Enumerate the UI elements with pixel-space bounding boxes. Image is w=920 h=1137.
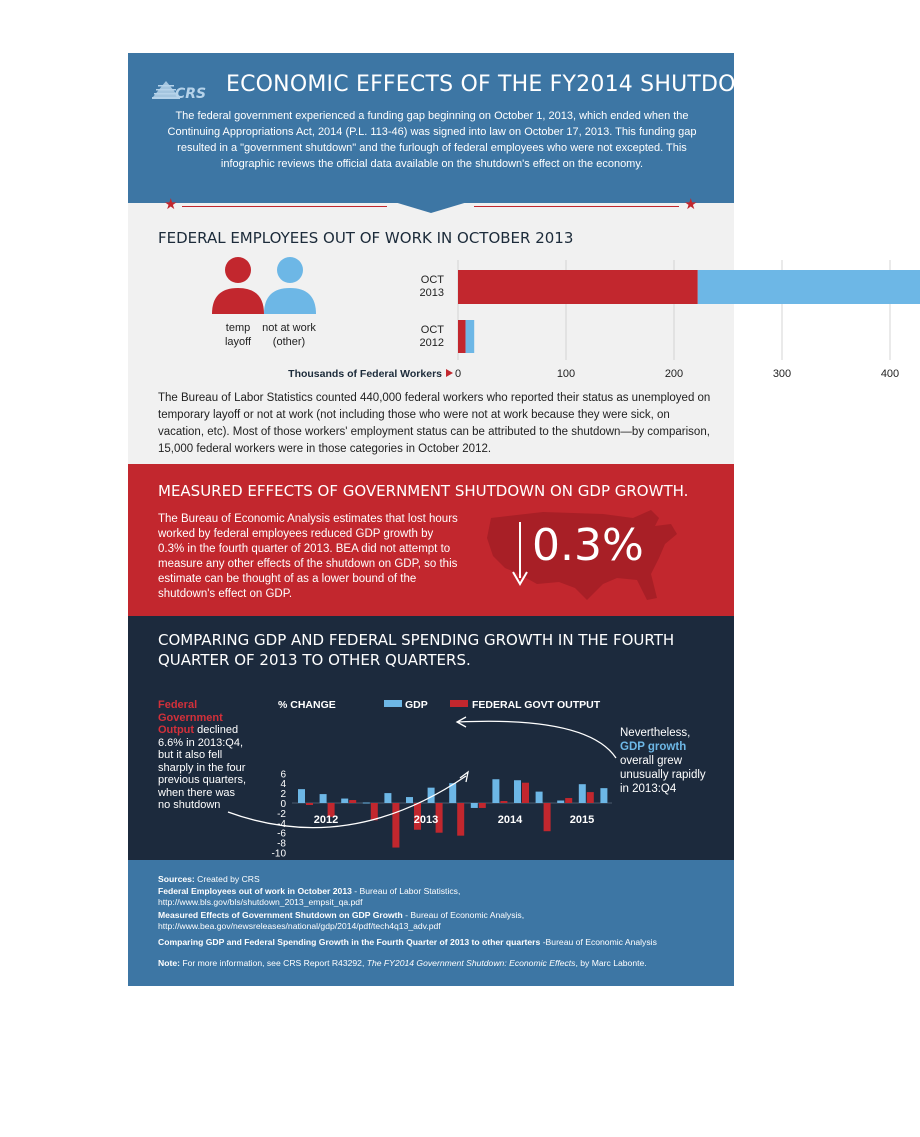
gdp-effect-description: The Bureau of Economic Analysis estimates that lost hours worked by federal employees reduced GDP growth by 0.3% in the fourth quarter of 2013. BEA did not attempt to measure any other effects of the shutdown on GDP, so this estimate can be thought of as a lower bound of the shutdown's effect on GDP.	[158, 513, 458, 600]
federal-output-bar	[479, 803, 486, 808]
source-2-org: - Bureau of Economic Analysis,	[402, 910, 525, 920]
note-report-title: The FY2014 Government Shutdown: Economic Effects	[366, 958, 576, 968]
sources-created: Created by CRS	[197, 874, 260, 884]
section-title-gdp-effect: MEASURED EFFECTS OF GOVERNMENT SHUTDOWN ON GDP GROWTH.	[158, 482, 689, 500]
federal-output-bar	[349, 800, 356, 803]
source-1	[158, 886, 728, 897]
y-tick-label: 4	[280, 779, 286, 791]
legend-federal-label: FEDERAL GOVT OUTPUT	[472, 699, 601, 711]
year-label: 2012	[313, 814, 339, 826]
triangle-right-icon	[446, 369, 453, 377]
year-label: 2015	[569, 814, 595, 826]
chart-tick-labels	[455, 368, 920, 380]
bar-not-at-work-other-	[698, 270, 920, 304]
source-3-org: -Bureau of Economic Analysis	[540, 937, 657, 947]
source-2	[158, 910, 728, 921]
gdp-growth-note	[620, 726, 710, 796]
bar-temp-layoff	[458, 320, 466, 353]
logo-text: CRS	[175, 86, 207, 102]
chart-category-labels	[420, 274, 445, 349]
bar-temp-layoff	[458, 270, 698, 304]
page-title: ECONOMIC EFFECTS OF THE FY2014 SHUTDOWN	[226, 72, 775, 97]
y-tick-label: -4	[277, 818, 286, 830]
category-label: OCT	[420, 324, 444, 336]
y-tick-label: -2	[277, 808, 286, 820]
legend-gdp-swatch	[384, 700, 402, 707]
chart-bars	[458, 270, 920, 353]
gdp-bar	[579, 784, 586, 803]
sources-line	[158, 874, 728, 885]
header-banner	[128, 53, 775, 203]
star-icon: ★	[164, 196, 178, 213]
source-2-title: Measured Effects of Government Shutdown on GDP Growth	[158, 910, 403, 920]
section-title-employees: FEDERAL EMPLOYEES OUT OF WORK IN OCTOBER 2013	[158, 229, 574, 247]
source-1-title: Federal Employees out of work in October 2013	[158, 886, 352, 896]
y-tick-label: -6	[277, 828, 286, 840]
category-label: 2013	[419, 287, 444, 299]
legend-temp-layoff: temp layoff	[224, 322, 252, 348]
y-tick-label: 0	[280, 799, 286, 810]
x-tick-label: 100	[556, 368, 576, 380]
gdp-bar	[320, 794, 327, 803]
federal-output-note-text: declined 6.6% in 2013:Q4, but it also fell sharply in the four previous quarters, when there was no shutdown	[158, 724, 247, 811]
star-icon: ★	[684, 196, 698, 213]
federal-output-bar	[544, 803, 551, 831]
category-label: 2012	[419, 337, 444, 349]
infographic	[128, 53, 900, 986]
sources-section	[128, 860, 734, 986]
header-notch	[391, 201, 471, 213]
gdp-growth-note-prefix: Nevertheless,	[620, 727, 691, 739]
gdp-bar	[600, 788, 607, 803]
y-tick-label: 2	[280, 789, 286, 801]
intro-paragraph: The federal government experienced a funding gap beginning on October 1, 2013, which ended when the Continuing Appropriations Act, 2014 (P.L. 113-46) was signed into law on October 17, 2013. This funding gap resulted in a "government shutdown" and the furlough of federal employees who were not excepted. This infographic reviews the official data available on the shutdown's effect on the economy.	[167, 110, 697, 170]
x-tick-label: 400	[880, 368, 900, 380]
section-title-comparison: COMPARING GDP AND FEDERAL SPENDING GROWTH IN THE FOURTH QUARTER OF 2013 TO OTHER QUARTERS.	[158, 631, 675, 669]
source-1-url[interactable]: http://www.bls.gov/bls/shutdown_2013_empsit_qa.pdf	[158, 897, 363, 907]
year-label: 2014	[497, 814, 523, 826]
gdp-bar	[298, 789, 305, 803]
federal-output-bar	[565, 798, 572, 803]
federal-output-bar	[457, 803, 464, 836]
gdp-bar	[557, 801, 564, 803]
chart-y-tick-labels	[272, 769, 287, 859]
note-line	[158, 958, 728, 969]
gdp-effect-section	[128, 464, 734, 616]
source-2-url[interactable]: http://www.bea.gov/newsreleases/national/gdp/2014/pdf/tech4q13_adv.pdf	[158, 921, 441, 931]
x-tick-label: 300	[772, 368, 792, 380]
note-label: Note:	[158, 958, 180, 968]
employees-description: The Bureau of Labor Statistics counted 440,000 federal workers who reported their status as unemployed on temporary layoff or not at work (not including those who were not at work because they were sick, on vacation, etc). Most of those workers' employment status can be attributed to the shutdown—by comparison, 15,000 federal workers were in those categories in October 2012.	[158, 392, 711, 455]
federal-output-bar	[392, 803, 399, 848]
gdp-effect-value: 0.3%	[532, 520, 644, 571]
divider-line	[182, 206, 387, 207]
y-axis-label: % CHANGE	[278, 699, 336, 711]
gdp-bar	[514, 780, 521, 803]
federal-output-bar	[522, 783, 529, 803]
federal-output-bar	[500, 801, 507, 803]
category-label: OCT	[420, 274, 444, 286]
employees-bar-chart	[278, 256, 900, 384]
star-divider	[164, 196, 698, 213]
note-end: , by Marc Labonte.	[575, 958, 647, 968]
crs-logo	[150, 73, 216, 103]
gdp-bar	[384, 793, 391, 803]
legend-federal-swatch	[450, 700, 468, 707]
source-3-title: Comparing GDP and Federal Spending Growth in the Fourth Quarter of 2013 to other quarters	[158, 937, 541, 947]
note-text: For more information, see CRS Report R43292,	[179, 958, 367, 968]
federal-output-bar	[306, 803, 313, 805]
arrow-down-icon	[510, 520, 530, 586]
gdp-bar	[492, 779, 499, 803]
federal-output-note	[158, 699, 248, 812]
gdp-bar	[363, 803, 370, 804]
gdp-bar	[406, 797, 413, 803]
x-tick-label: 200	[664, 368, 684, 380]
year-label: 2013	[413, 814, 439, 826]
gdp-comparison-section	[128, 616, 734, 860]
gdp-growth-note-text: overall grew unusually rapidly in 2013:Q4	[620, 755, 706, 795]
y-tick-label: 6	[280, 769, 286, 781]
sources-label: Sources:	[158, 874, 195, 884]
federal-output-highlight: Federal Government Output	[158, 699, 223, 736]
bar-not-at-work-other-	[466, 320, 475, 353]
person-red-icon	[212, 257, 264, 314]
gdp-bar	[341, 799, 348, 803]
chart-bars	[298, 779, 607, 847]
source-1-org: - Bureau of Labor Statistics,	[351, 886, 461, 896]
gdp-growth-highlight: GDP growth	[620, 741, 687, 753]
gdp-bar	[471, 803, 478, 808]
y-tick-label: -10	[271, 848, 286, 860]
federal-output-bar	[371, 803, 378, 820]
federal-output-bar	[587, 792, 594, 803]
source-3	[158, 937, 728, 948]
arrow-right-annotation	[458, 721, 616, 758]
y-tick-label: -8	[277, 838, 286, 850]
gdp-bar	[536, 792, 543, 803]
x-tick-label: 0	[454, 368, 462, 380]
legend-gdp-label: GDP	[405, 699, 428, 711]
x-axis-label: Thousands of Federal Workers	[288, 368, 442, 380]
legend-not-at-work: not at work (other)	[262, 322, 316, 348]
divider-line	[474, 206, 679, 207]
